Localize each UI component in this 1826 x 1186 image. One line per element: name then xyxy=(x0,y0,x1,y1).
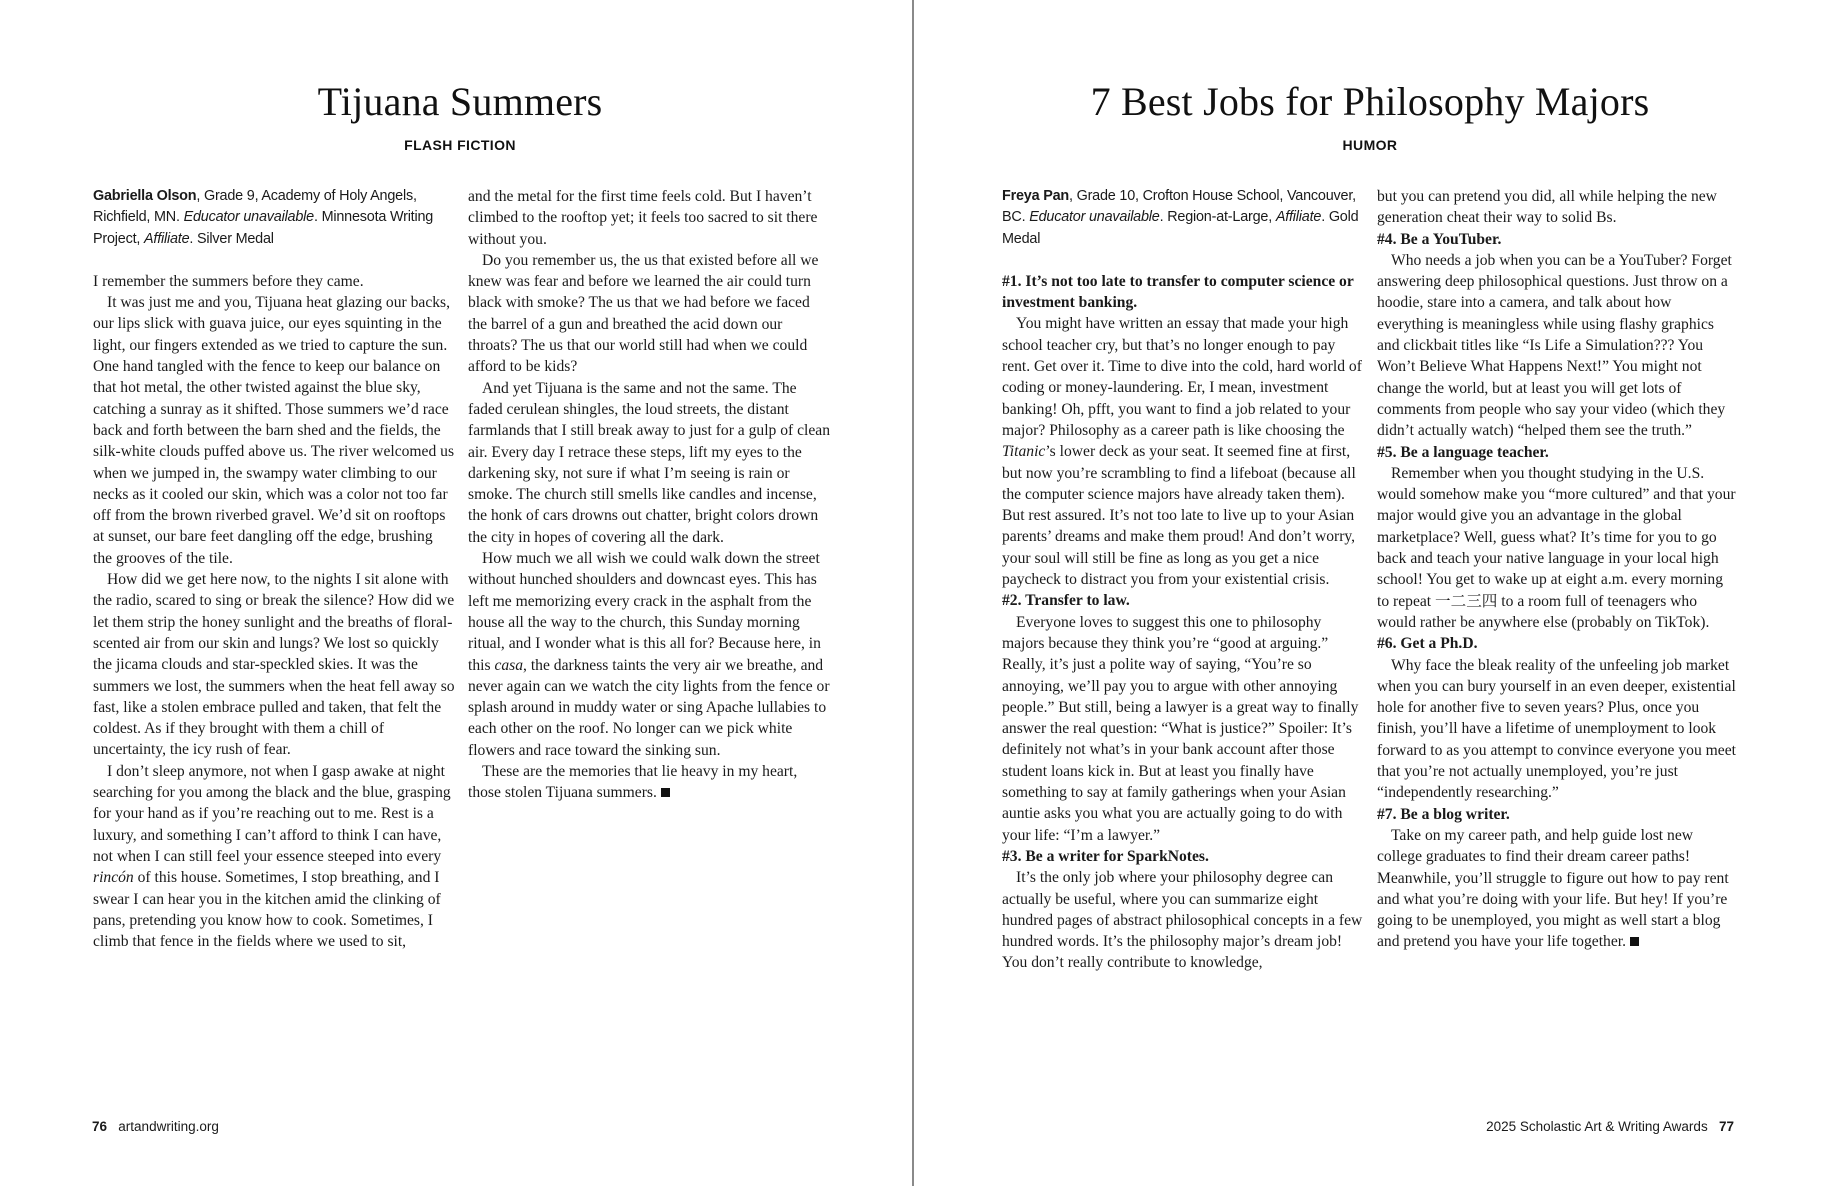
byline xyxy=(93,186,455,250)
italic-word: Titanic xyxy=(1002,443,1046,461)
author-name: Freya Pan xyxy=(1002,188,1069,204)
byline-award: . Silver Medal xyxy=(189,230,274,247)
text-run: How much we all wish we could walk down the street without hunched shoulders and downcast eyes. This has left me memorizing every crack in the asphalt from the house all the way to the church, this Sunday morning ritual, and I wonder what is this all for? Because here, in this xyxy=(468,550,821,674)
page-footer xyxy=(1486,1119,1734,1134)
category-label: HUMOR xyxy=(1342,137,1398,153)
paragraph: but you can pretend you did, all while helping the new generation cheat their way to solid Bs. xyxy=(1377,188,1717,227)
byline-affiliate: Affiliate xyxy=(1275,209,1322,226)
page-title: 7 Best Jobs for Philosophy Majors xyxy=(1090,79,1650,124)
byline-educator: Educator unavailable xyxy=(1029,209,1160,226)
text-run: I don’t sleep anymore, not when I gasp awake at night searching for you among the black and the blue, grasping for your hand as if you’re reaching out to me. Rest is a luxury, and something I can’t afford to think I can have, not when I can still feel your essence steeped into every xyxy=(93,762,451,865)
left-column-1 xyxy=(93,186,455,952)
author-name: Gabriella Olson xyxy=(93,188,197,204)
italic-word: casa xyxy=(494,656,524,674)
section-heading: #4. Be a YouTuber. xyxy=(1377,230,1502,248)
byline-detail: , Grade 9, Academy of Holy Angels, Richfield, MN. xyxy=(93,188,417,226)
text-run: Take on my career path, and help guide lost new college graduates to find their dream career paths! Meanwhile, you’ll struggle to figure out how to pay rent and what you’re doing with your life. But hey! If you’re going to be unemployed, you might as well start a blog and pretend you have your life together. xyxy=(1377,826,1729,951)
paragraph: Everyone loves to suggest this one to philosophy majors because they think you’re “good at arguing.” Really, it’s just a polite way of saying, “You’re so annoying, we’ll pay you to argue with other annoying people.” But still, being a lawyer is a great way to finally answer the real question: “What is justice?” Spoiler: It’s definitely not what’s in your bank account after those student loans kick in. But at least you finally have something to say at family gatherings when your Asian auntie asks you what you are actually going to do with your life: “I’m a lawyer.” xyxy=(1002,613,1359,844)
paragraph xyxy=(1377,825,1739,953)
paragraph: It’s the only job where your philosophy degree can actually be useful, where you can summarize eight hundred pages of abstract philosophical concepts in a few hundred words. It’s the philosophy major’s dream job! You don’t really contribute to knowledge, xyxy=(1002,869,1363,972)
page-number: 76 xyxy=(92,1119,108,1134)
byline-detail: , Grade 10, Crofton House School, Vancouver, BC. xyxy=(1002,188,1356,226)
paragraph: and the metal for the first time feels cold. But I haven’t climbed to the rooftop yet; it feels too sacred to sit there without you. xyxy=(468,188,818,248)
paragraph: And yet Tijuana is the same and not the same. The faded cerulean shingles, the loud streets, the distant farmlands that I still break away to just for a gulp of clean air. Every day I retrace these steps, lift my eyes to the darkening sky, not sure if what I’m seeing is rain or smoke. The church still smells like candles and incense, the honk of cars drowns out chatter, bright colors drown the city in hopes of covering all the dark. xyxy=(468,379,831,546)
text-run: These are the memories that lie heavy in my heart, those stolen Tijuana summers. xyxy=(468,763,798,802)
right-column-1 xyxy=(1002,186,1364,974)
paragraph xyxy=(93,761,455,953)
paragraph xyxy=(468,548,830,761)
right-page xyxy=(914,0,1826,1186)
category-label: FLASH FICTION xyxy=(404,137,516,153)
left-column-2 xyxy=(468,186,830,804)
section-heading: #1. It’s not too late to transfer to computer science or investment banking. xyxy=(1002,272,1354,312)
left-page xyxy=(0,0,912,1186)
end-mark-icon xyxy=(1630,937,1639,946)
paragraph xyxy=(468,761,830,804)
right-column-2 xyxy=(1377,186,1739,953)
byline-award: . Gold Medal xyxy=(1002,209,1359,247)
text-run: , the darkness taints the very air we breathe, and never again can we watch the city lights from the fence or splash around in muddy water or sing Apache lullabies to each other on the roof. No longer can we pick white flowers and race toward the sinking sun. xyxy=(468,656,830,759)
byline-educator: Educator unavailable xyxy=(183,209,314,226)
text-run: ’s lower deck as your seat. It seemed fine at first, but now you’re scrambling to find a lifeboat (because all the computer science majors have already taken them). But rest assured. It’s not too late to live up to your Asian parents’ dreams and make them proud! And don’t worry, your soul will still be fine as long as you get a nice paycheck to distract you from your existential crisis. xyxy=(1002,443,1356,589)
section-heading: #5. Be a language teacher. xyxy=(1377,443,1549,461)
footer-publication: 2025 Scholastic Art & Writing Awards xyxy=(1486,1119,1708,1134)
paragraph: How did we get here now, to the nights I sit alone with the radio, scared to sing or break the silence? How did we let them strip the honey sunlight and the breaths of floral-scented air from our skin and lungs? We lost so quickly the jicama clouds and star-speckled skies. It was the summers we lost, the summers when the heat fell away so fast, like a stolen embrace pulled and taken, that felt the coldest. As if they brought with them a chill of uncertainty, the icy rush of fear. xyxy=(93,571,455,759)
paragraph: Do you remember us, the us that existed before all we knew was fear and before we learned the air could turn black with smoke? The us that we had before we faced the barrel of a gun and breathed the acid down our throats? The us that our world still had when we could afford to be kids? xyxy=(468,251,819,376)
byline-detail: . Minnesota Writing Project, xyxy=(93,209,434,247)
section-heading: #7. Be a blog writer. xyxy=(1377,805,1510,823)
page-number: 77 xyxy=(1718,1119,1734,1134)
paragraph: I remember the summers before they came. xyxy=(93,272,364,290)
paragraph: Who needs a job when you can be a YouTuber? Forget answering deep philosophical questions. Just throw on a hoodie, stare into a camera, and talk about how everything is meaningless while using flashy graphics and clickbait titles like “Is Life a Simulation??? You Won’t Believe What Happens Next!” You might not change the world, but at least you will get lots of comments from people who say your video (which they didn’t actually watch) “helped them see the truth.” xyxy=(1377,251,1732,440)
page-title: Tijuana Summers xyxy=(317,79,603,124)
text-run: You might have written an essay that made your high school teacher cry, but that’s no longer enough to pay rent. Get over it. Time to dive into the cold, hard world of coding or money-laundering. Er, I mean, investment banking! Oh, pfft, you want to find a job related to your major? Philosophy as a career path is like choosing the xyxy=(1002,315,1362,439)
byline-detail: . Region-at-Large, xyxy=(1159,209,1276,226)
paragraph: Remember when you thought studying in the U.S. would somehow make you “more cultured” and that your major would give you an advantage in the global marketplace? Well, guess what? It’s time for you to go back and teach your native language in your local high school! You get to wake up at eight a.m. every morning to repeat 一二三四 to a room full of teenagers who would rather be anywhere else (probably on TikTok). xyxy=(1377,464,1736,631)
text-run: of this house. Sometimes, I stop breathing, and I swear I can hear you in the kitchen amid the clinking of pans, pretending you know how to cook. Sometimes, I climb that fence in the fields where we used to sit, xyxy=(93,869,441,951)
footer-url: artandwriting.org xyxy=(118,1119,219,1134)
page-footer xyxy=(92,1119,219,1134)
byline-affiliate: Affiliate xyxy=(144,230,190,247)
paragraph: Why face the bleak reality of the unfeeling job market when you can bury yourself in an even deeper, existential hole for another five to seven years? Plus, once you finish, you’ll have a lifetime of unemployment to look forward to as you attempt to convince everyone you meet that you’re not actually unemployed, you’re just “independently researching.” xyxy=(1377,656,1736,802)
paragraph: It was just me and you, Tijuana heat glazing our backs, our lips slick with guava juice, our eyes squinting in the light, our fingers extended as we tried to capture the sun. One hand tangled with the fence to keep our balance on that hot metal, the other twisted against the blue sky, catching a sunray as it shifted. Those summers we’d race back and forth between the barn shed and the fields, the silk-white clouds puffed above us. The river welcomed us when we jumped in, the swampy water climbing to our necks as it cooled our skin, which was a color not too far off from the brown riverbed gravel. We’d sit on rooftops at sunset, our bare feet dangling off the edge, brushing the grooves of the tile. xyxy=(93,294,455,567)
italic-word: rincón xyxy=(93,869,134,887)
end-mark-icon xyxy=(661,788,670,797)
section-heading: #6. Get a Ph.D. xyxy=(1377,635,1478,653)
section-heading: #2. Transfer to law. xyxy=(1002,592,1130,610)
byline xyxy=(1002,186,1364,250)
paragraph xyxy=(1002,313,1364,590)
section-heading: #3. Be a writer for SparkNotes. xyxy=(1002,847,1209,865)
